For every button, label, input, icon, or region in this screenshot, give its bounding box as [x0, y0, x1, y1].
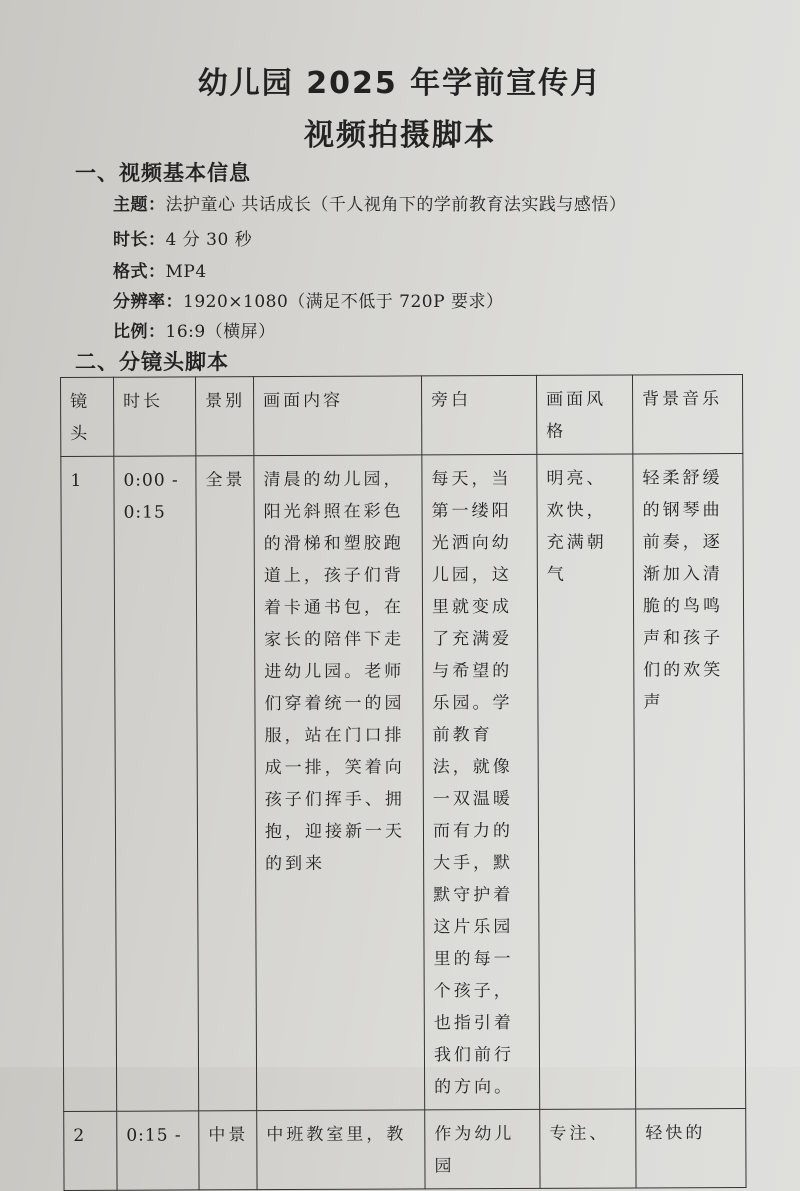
section-heading-storyboard: 二、分镜头脚本: [75, 350, 229, 374]
table-row: [64, 1109, 746, 1191]
info-resolution: [113, 287, 503, 312]
cell-style: 明亮、欢快，充满朝气: [537, 454, 636, 1109]
info-label: 主题：: [113, 195, 166, 215]
cell-duration: [117, 1111, 199, 1190]
info-theme: [113, 190, 626, 215]
header-duration: 时长: [114, 377, 196, 456]
info-label: 分辨率：: [113, 292, 183, 312]
document-title: 幼儿园 2025 年学前宣传月: [197, 66, 603, 101]
cell-shot: 1: [61, 456, 117, 1111]
cell-style: 专注、: [540, 1109, 636, 1188]
cell-shot: 2: [64, 1111, 117, 1190]
info-label: 格式：: [113, 262, 166, 282]
time-start: 0:00 -: [123, 470, 179, 491]
info-value: 法护童心 共话成长（千人视角下的学前教育法实践与感悟）: [165, 195, 627, 215]
time-start: 0:15 -: [126, 1125, 182, 1146]
cell-narration: 每天，当第一缕阳光洒向幼儿园，这里就变成了充满爱与希望的乐园。学前教育法，就像一双温暖而有力的大手，默默守护着这片乐园里的每一个孩子，也指引着我们前行的方向。: [422, 454, 540, 1109]
info-label: 时长：: [113, 230, 166, 250]
header-narration: 旁白: [421, 375, 536, 455]
info-duration: [113, 225, 252, 250]
info-label: 比例：: [113, 322, 166, 342]
cell-music: 轻快的: [636, 1109, 746, 1188]
cell-content: 中班教室里，教: [257, 1110, 425, 1190]
header-scale: 景别: [196, 377, 254, 456]
info-value: 4 分 30 秒: [165, 230, 253, 250]
section-heading-basic-info: 一、视频基本信息: [75, 161, 251, 185]
header-content: 画面内容: [254, 376, 422, 456]
storyboard-table: [60, 374, 747, 1191]
cell-duration: [114, 456, 199, 1111]
time-end: 0:15: [123, 502, 166, 523]
info-format: [113, 257, 207, 282]
info-aspect-ratio: [113, 317, 276, 342]
document-subtitle: 视频拍摄脚本: [304, 118, 496, 153]
info-value: 16:9（横屏）: [165, 322, 276, 342]
cell-content: 清晨的幼儿园，阳光斜照在彩色的滑梯和塑胶跑道上，孩子们背着卡通书包，在家长的陪伴下走进幼儿园。老师们穿着统一的园服，站在门口排成一排，笑着向孩子们挥手、拥抱，迎接新一天的到来: [254, 455, 425, 1111]
cell-music: 轻柔舒缓的钢琴曲前奏，逐渐加入清脆的鸟鸣声和孩子们的欢笑声: [633, 454, 746, 1109]
table-header-row: [61, 375, 743, 457]
cell-scale: 中景: [199, 1111, 257, 1190]
cell-scale: 全景: [196, 456, 257, 1111]
header-music: 背景音乐: [632, 375, 742, 454]
header-shot: 镜头: [61, 377, 114, 456]
cell-narration: 作为幼儿园: [425, 1109, 540, 1189]
info-value: MP4: [165, 262, 207, 282]
table-row: [61, 454, 746, 1112]
info-value: 1920×1080（满足不低于 720P 要求）: [183, 292, 504, 312]
header-style: 画面风格: [536, 375, 632, 454]
